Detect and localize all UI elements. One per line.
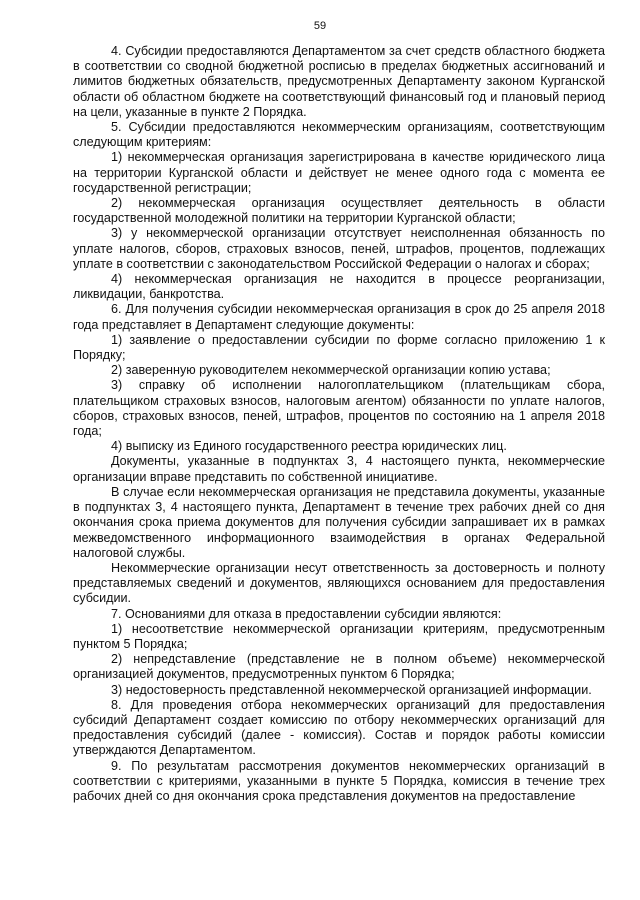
page-number: 59 <box>313 20 327 32</box>
documents-note: Документы, указанные в подпунктах 3, 4 настоящего пункта, некоммерческие организации вправе представить по собственной инициативе. <box>73 454 605 484</box>
document-item-2: 2) заверенную руководителем некоммерческой организации копию устава; <box>111 363 551 378</box>
responsibility-note: Некоммерческие организации несут ответственность за достоверность и полноту представляемых сведений и документов, являющихся основанием для предоставления субсидии. <box>73 560 605 606</box>
document-item-1: 1) заявление о предоставлении субсидии по форме согласно приложению 1 к Порядку; <box>73 332 605 363</box>
paragraph-5: 5. Субсидии предоставляются некоммерческим организациям, соответствующим следующим критериям: <box>73 120 605 150</box>
paragraph-8: 8. Для проведения отбора некоммерческих организаций для предоставления субсидий Департамент создает комиссию по отбору некоммерческих организаций для предоставления субсидий (далее - комиссия). Состав и порядок работы комиссии утверждаются Департаментом. <box>73 697 605 758</box>
document-item-4: 4) выписку из Единого государственного реестра юридических лиц. <box>111 439 507 454</box>
interagency-request-note: В случае если некоммерческая организация не представила документы, указанные в подпунктах 3, 4 настоящего пункта, Департамент в течение трех рабочих дней со дня окончания срока приема документов для получения субсидии запрашивает их в рамках межведомственного информационного взаимодействия в органах Федеральной налоговой службы. <box>73 484 605 560</box>
paragraph-6: 6. Для получения субсидии некоммерческая организация в срок до 25 апреля 2018 года представляет в Департамент следующие документы: <box>73 302 605 332</box>
refusal-ground-2: 2) непредставление (представление не в полном объеме) некоммерческой организацией документов, предусмотренных пунктом 6 Порядка; <box>73 652 605 682</box>
criterion-3: 3) у некоммерческой организации отсутствует неисполненная обязанность по уплате налогов, сборов, страховых взносов, пеней, штрафов, процентов, подлежащих уплате в соответствии с законодательством Российской Федерации о налогах и сборах; <box>73 226 605 271</box>
document-body <box>73 44 605 804</box>
refusal-ground-1: 1) несоответствие некоммерческой организации критериям, предусмотренным пунктом 5 Порядка; <box>73 621 605 651</box>
criterion-2: 2) некоммерческая организация осуществляет деятельность в области государственной молодежной политики на территории Курганской области; <box>73 196 605 226</box>
paragraph-7: 7. Основаниями для отказа в предоставлении субсидии являются: <box>111 606 502 621</box>
paragraph-9: 9. По результатам рассмотрения документов некоммерческих организаций в соответствии с критериями, указанными в пункте 5 Порядка, комиссия в течение трех рабочих дней со дня окончания срока представления документов на предоставление <box>73 758 605 803</box>
document-item-3: 3) справку об исполнении налогоплательщиком (плательщикам сбора, плательщиком страховых взносов, налоговым агентом) обязанности по уплате налогов, сборов, страховых взносов, пеней, штрафов, процентов по состоянию на 1 апреля 2018 года; <box>73 378 605 439</box>
paragraph-4: 4. Субсидии предоставляются Департаментом за счет средств областного бюджета в соответствии со сводной бюджетной росписью в пределах бюджетных ассигнований и лимитов бюджетных обязательств, предусмотренных Департаменту законом Курганской области об областном бюджете на соответствующий финансовый год и плановый период на цели, указанные в пункте 2 Порядка. <box>73 44 605 119</box>
criterion-4: 4) некоммерческая организация не находится в процессе реорганизации, ликвидации, банкротства. <box>73 272 605 302</box>
criterion-1: 1) некоммерческая организация зарегистрирована в качестве юридического лица на территории Курганской области и действует не менее одного года с момента ее государственной регистрации; <box>73 150 605 195</box>
refusal-ground-3: 3) недостоверность представленной некоммерческой организацией информации. <box>111 682 592 697</box>
